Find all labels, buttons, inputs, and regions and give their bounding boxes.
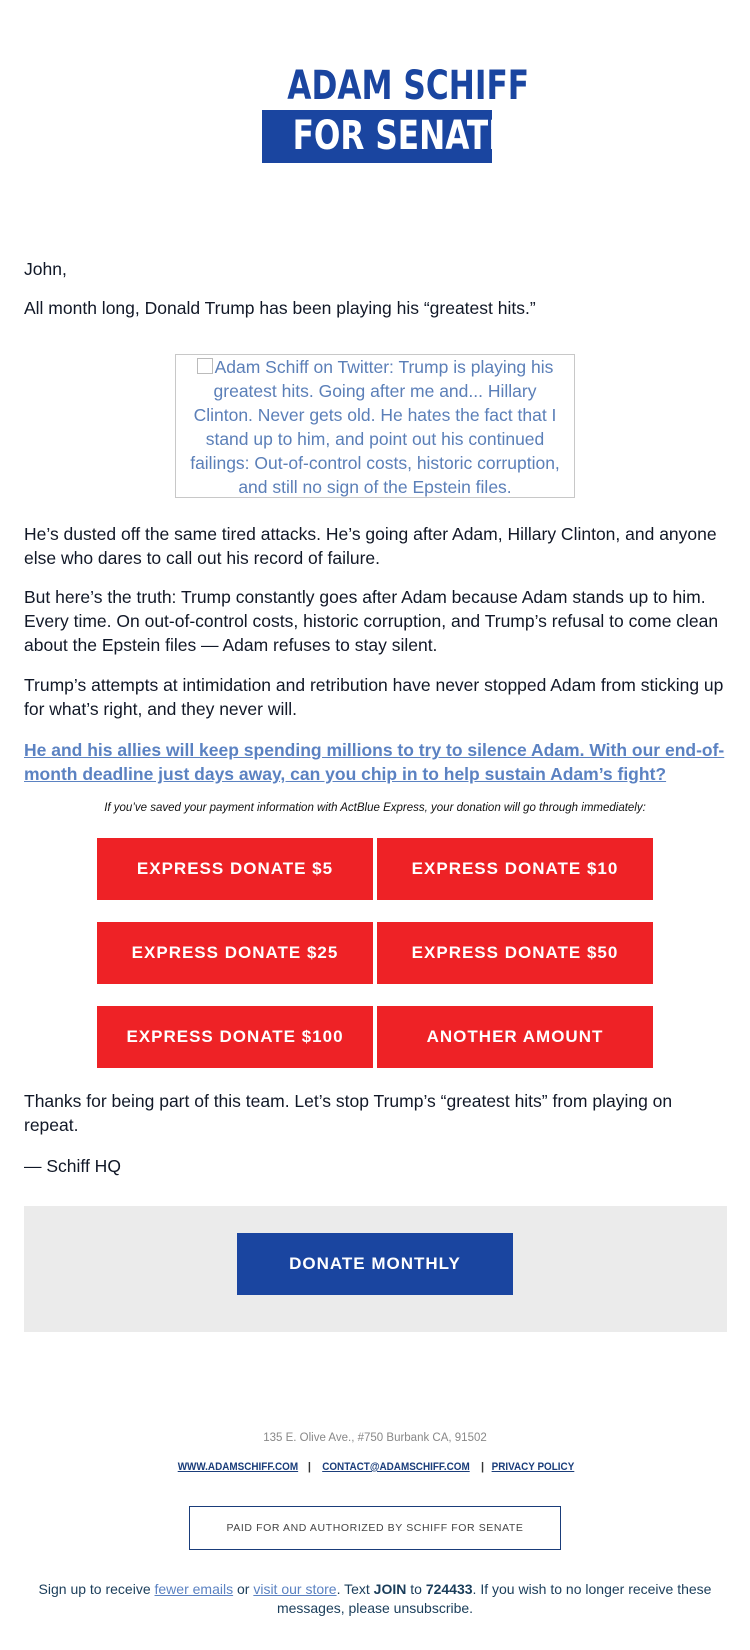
tweet-image-placeholder[interactable] xyxy=(175,354,575,498)
contact-email-link[interactable]: CONTACT@ADAMSCHIFF.COM xyxy=(322,1461,470,1473)
signup-keyword: JOIN xyxy=(373,1581,407,1597)
chip-in-link[interactable]: He and his allies will keep spending millions to try to silence Adam. With our end-of-month deadline just days away, can you chip in to help sustain Adam’s fight? xyxy=(24,740,725,784)
express-donate-25-button[interactable]: EXPRESS DONATE $25 xyxy=(97,922,373,984)
signup-suffix: . If you wish to no longer receive these messages, please unsubscribe. xyxy=(276,1581,712,1616)
mailing-address: 135 E. Olive Ave., #750 Burbank CA, 91502 xyxy=(263,1432,487,1444)
signup-to: to xyxy=(410,1581,422,1597)
signup-notice xyxy=(30,1580,720,1618)
tweet-image-alt-text: Adam Schiff on Twitter: Trump is playing his greatest hits. Going after me and... Hillary Clinton. Never gets old. He hates the fact that I stand up to him, and point out his continued failings: Out-of-control costs, historic corruption, and still no sign of the Epstein files. xyxy=(190,357,560,497)
monthly-donation-panel xyxy=(24,1206,727,1332)
logo-banner-text: FOR SENATE xyxy=(292,113,510,159)
signup-or: or xyxy=(236,1581,250,1597)
paid-for-disclaimer: PAID FOR AND AUTHORIZED BY SCHIFF FOR SENATE xyxy=(189,1506,561,1550)
fewer-emails-link[interactable]: fewer emails xyxy=(154,1581,234,1597)
signup-shortcode: 724433 xyxy=(425,1581,473,1597)
paragraph-intro: All month long, Donald Trump has been playing his “greatest hits.” xyxy=(24,298,536,318)
visit-store-link[interactable]: visit our store xyxy=(253,1581,337,1597)
paragraph-truth: But here’s the truth: Trump constantly goes after Adam because Adam stands up to him. Every time. On out-of-control costs, historic corruption, and Trump’s refusal to come clean about the Epstein files — Adam refuses to stay silent. xyxy=(24,587,719,655)
express-donate-5-button[interactable]: EXPRESS DONATE $5 xyxy=(97,838,373,900)
logo-banner xyxy=(262,110,510,163)
another-amount-button[interactable]: ANOTHER AMOUNT xyxy=(377,1006,653,1068)
signup-text: . Text xyxy=(336,1581,370,1597)
actblue-express-note: If you’ve saved your payment information with ActBlue Express, your donation will go through immediately: xyxy=(104,802,646,814)
donate-monthly-button[interactable]: DONATE MONTHLY xyxy=(237,1233,513,1295)
express-donate-10-button[interactable]: EXPRESS DONATE $10 xyxy=(377,838,653,900)
express-donate-50-button[interactable]: EXPRESS DONATE $50 xyxy=(377,922,653,984)
website-link[interactable]: WWW.ADAMSCHIFF.COM xyxy=(177,1461,299,1473)
privacy-policy-link[interactable]: PRIVACY POLICY xyxy=(491,1461,575,1473)
paragraph-thanks: Thanks for being part of this team. Let’s stop Trump’s “greatest hits” from playing on repeat. xyxy=(24,1091,673,1135)
campaign-logo xyxy=(262,62,530,163)
greeting: John, xyxy=(24,259,67,279)
logo-name: ADAM SCHIFF xyxy=(287,63,530,109)
broken-image-icon xyxy=(197,358,213,374)
signup-prefix: Sign up to receive xyxy=(38,1581,151,1597)
footer-links xyxy=(0,1461,750,1473)
link-separator: | xyxy=(480,1461,485,1473)
link-separator: | xyxy=(307,1461,311,1473)
express-donate-100-button[interactable]: EXPRESS DONATE $100 xyxy=(97,1006,373,1068)
paragraph-attacks: He’s dusted off the same tired attacks. He’s going after Adam, Hillary Clinton, and anyone else who dares to call out his record of failure. xyxy=(24,524,717,568)
signoff: — Schiff HQ xyxy=(24,1156,121,1176)
paragraph-intimidation: Trump’s attempts at intimidation and retribution have never stopped Adam from sticking up for what’s right, and they never will. xyxy=(24,675,724,719)
